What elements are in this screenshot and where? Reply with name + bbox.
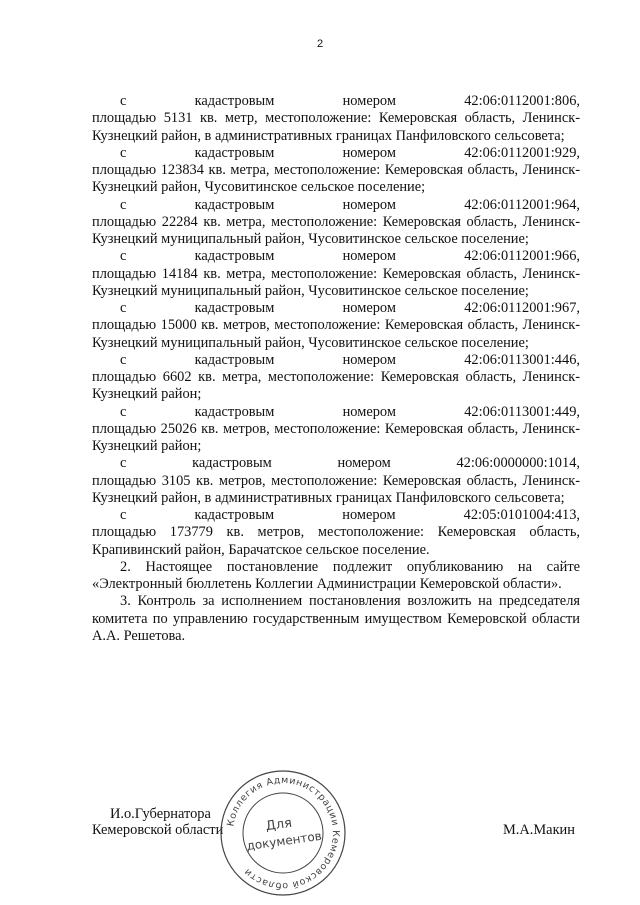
clause-publication: 2. Настоящее постановление подлежит опубликованию на сайте «Электронный бюллетень Коллегии Администрации Кемеровской области». (92, 558, 580, 592)
svg-text:Коллегия Администрации Кемеров: Коллегия Администрации Кемеровской области (225, 774, 342, 892)
item-head: с кадастровым номером 42:06:0112001:964, (120, 196, 580, 213)
clause-control: 3. Контроль за исполнением постановления возложить на председателя комитета по управлению государственным имуществом Кемеровской области А.А. Решетова. (92, 593, 580, 644)
item-head: с кадастровым номером 42:06:0113001:446, (120, 351, 580, 368)
item-head: с кадастровым номером 42:06:0000000:1014, (120, 455, 580, 472)
cadastral-item (92, 300, 580, 352)
item-details: площадью 14184 кв. метра, местоположение: Кемеровская область, Ленинск-Кузнецкий муниципальный район, Чусовитинское сельское поселение; (92, 265, 580, 299)
signatory-region: Кемеровской области (92, 822, 224, 838)
cadastral-item (92, 507, 580, 559)
item-head: с кадастровым номером 42:06:0112001:929, (120, 144, 580, 161)
signatory-title: И.о.Губернатора (110, 806, 211, 822)
item-details: площадью 3105 кв. метров, местоположение: Кемеровская область, Ленинск-Кузнецкий район, в административных границах Панфиловского сельсовета; (92, 472, 580, 506)
cadastral-item (92, 352, 580, 404)
cadastral-item (92, 145, 580, 197)
svg-text:документов: документов (245, 828, 323, 854)
item-head: с кадастровым номером 42:05:0101004:413, (120, 507, 580, 523)
cadastral-item (92, 248, 580, 300)
cadastral-item (92, 93, 580, 145)
svg-text:Для: Для (264, 815, 293, 835)
cadastral-item (92, 404, 580, 456)
item-head: с кадастровым номером 42:06:0112001:806, (120, 93, 580, 109)
page-number: 2 (316, 38, 324, 50)
item-details: площадью 6602 кв. метра, местоположение: Кемеровская область, Ленинск-Кузнецкий район; (92, 369, 580, 403)
item-details: площадью 123834 кв. метра, местоположение: Кемеровская область, Ленинск-Кузнецкий район, Чусовитинское сельское поселение; (92, 162, 580, 196)
cadastral-item (92, 197, 580, 249)
item-details: площадью 22284 кв. метра, местоположение: Кемеровская область, Ленинск-Кузнецкий муниципальный район, Чусовитинское сельское поселение; (92, 213, 580, 247)
item-details: площадью 15000 кв. метров, местоположение: Кемеровская область, Ленинск-Кузнецкий муниципальный район, Чусовитинское сельское поселение; (92, 317, 580, 351)
item-details: площадью 173779 кв. метров, местоположение: Кемеровская область, Крапивинский район, Барачатское сельское поселение. (92, 524, 580, 558)
item-head: с кадастровым номером 42:06:0112001:966, (120, 248, 580, 265)
item-head: с кадастровым номером 42:06:0113001:449, (120, 403, 580, 420)
signatory-name: М.А.Макин (503, 822, 575, 838)
item-details: площадью 25026 кв. метров, местоположение: Кемеровская область, Ленинск-Кузнецкий район; (92, 420, 580, 454)
cadastral-item (92, 455, 580, 507)
document-body (92, 93, 580, 645)
official-stamp (218, 768, 348, 898)
item-details: площадью 5131 кв. метр, местоположение: Кемеровская область, Ленинск-Кузнецкий район, в административных границах Панфиловского сельсовета; (92, 110, 580, 144)
item-head: с кадастровым номером 42:06:0112001:967, (120, 300, 580, 316)
